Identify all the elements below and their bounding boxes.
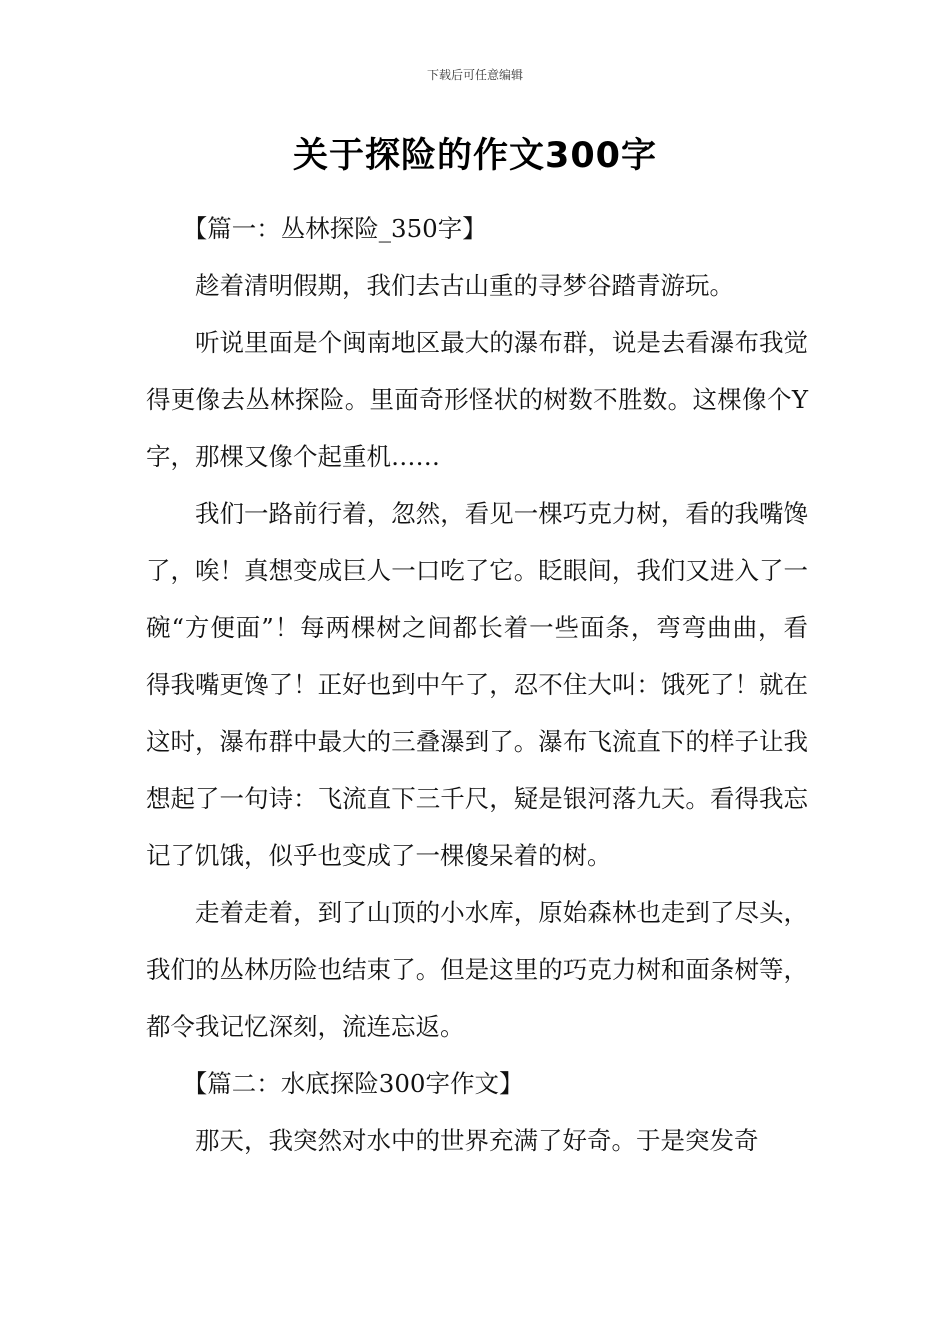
section-heading-1: 【篇一：丛林探险_350字】 xyxy=(182,214,487,243)
paragraph: 那天，我突然对水中的世界充满了好奇。于是突发奇 xyxy=(195,1126,759,1155)
paragraph: 听说里面是个闽南地区最大的瀑布群，说是去看瀑布我觉得更像去丛林探险。里面奇形怪状的树数不胜数。这棵像个Y字，那棵又像个起重机…… xyxy=(146,328,808,471)
document-body xyxy=(146,200,808,1169)
section-heading-2: 【篇二：水底探险300字作文】 xyxy=(182,1069,524,1098)
header-note: 下载后可任意编辑 xyxy=(426,68,523,82)
paragraph: 我们一路前行着，忽然，看见一棵巧克力树，看的我嘴馋了，唉！真想变成巨人一口吃了它。眨眼间，我们又进入了一碗“方便面”！每两棵树之间都长着一些面条，弯弯曲曲，看得我嘴更馋了！正好也到中午了，忍不住大叫：饿死了！就在这时，瀑布群中最大的三叠瀑到了。瀑布飞流直下的样子让我想起了一句诗：飞流直下三千尺，疑是银河落九天。看得我忘记了饥饿，似乎也变成了一棵傻呆着的树。 xyxy=(146,499,808,870)
paragraph: 趁着清明假期，我们去古山重的寻梦谷踏青游玩。 xyxy=(195,271,734,300)
document-title: 关于探险的作文300字 xyxy=(292,136,658,176)
paragraph: 走着走着，到了山顶的小水库，原始森林也走到了尽头，我们的丛林历险也结束了。但是这里的巧克力树和面条树等，都令我记忆深刻，流连忘返。 xyxy=(146,898,808,1041)
